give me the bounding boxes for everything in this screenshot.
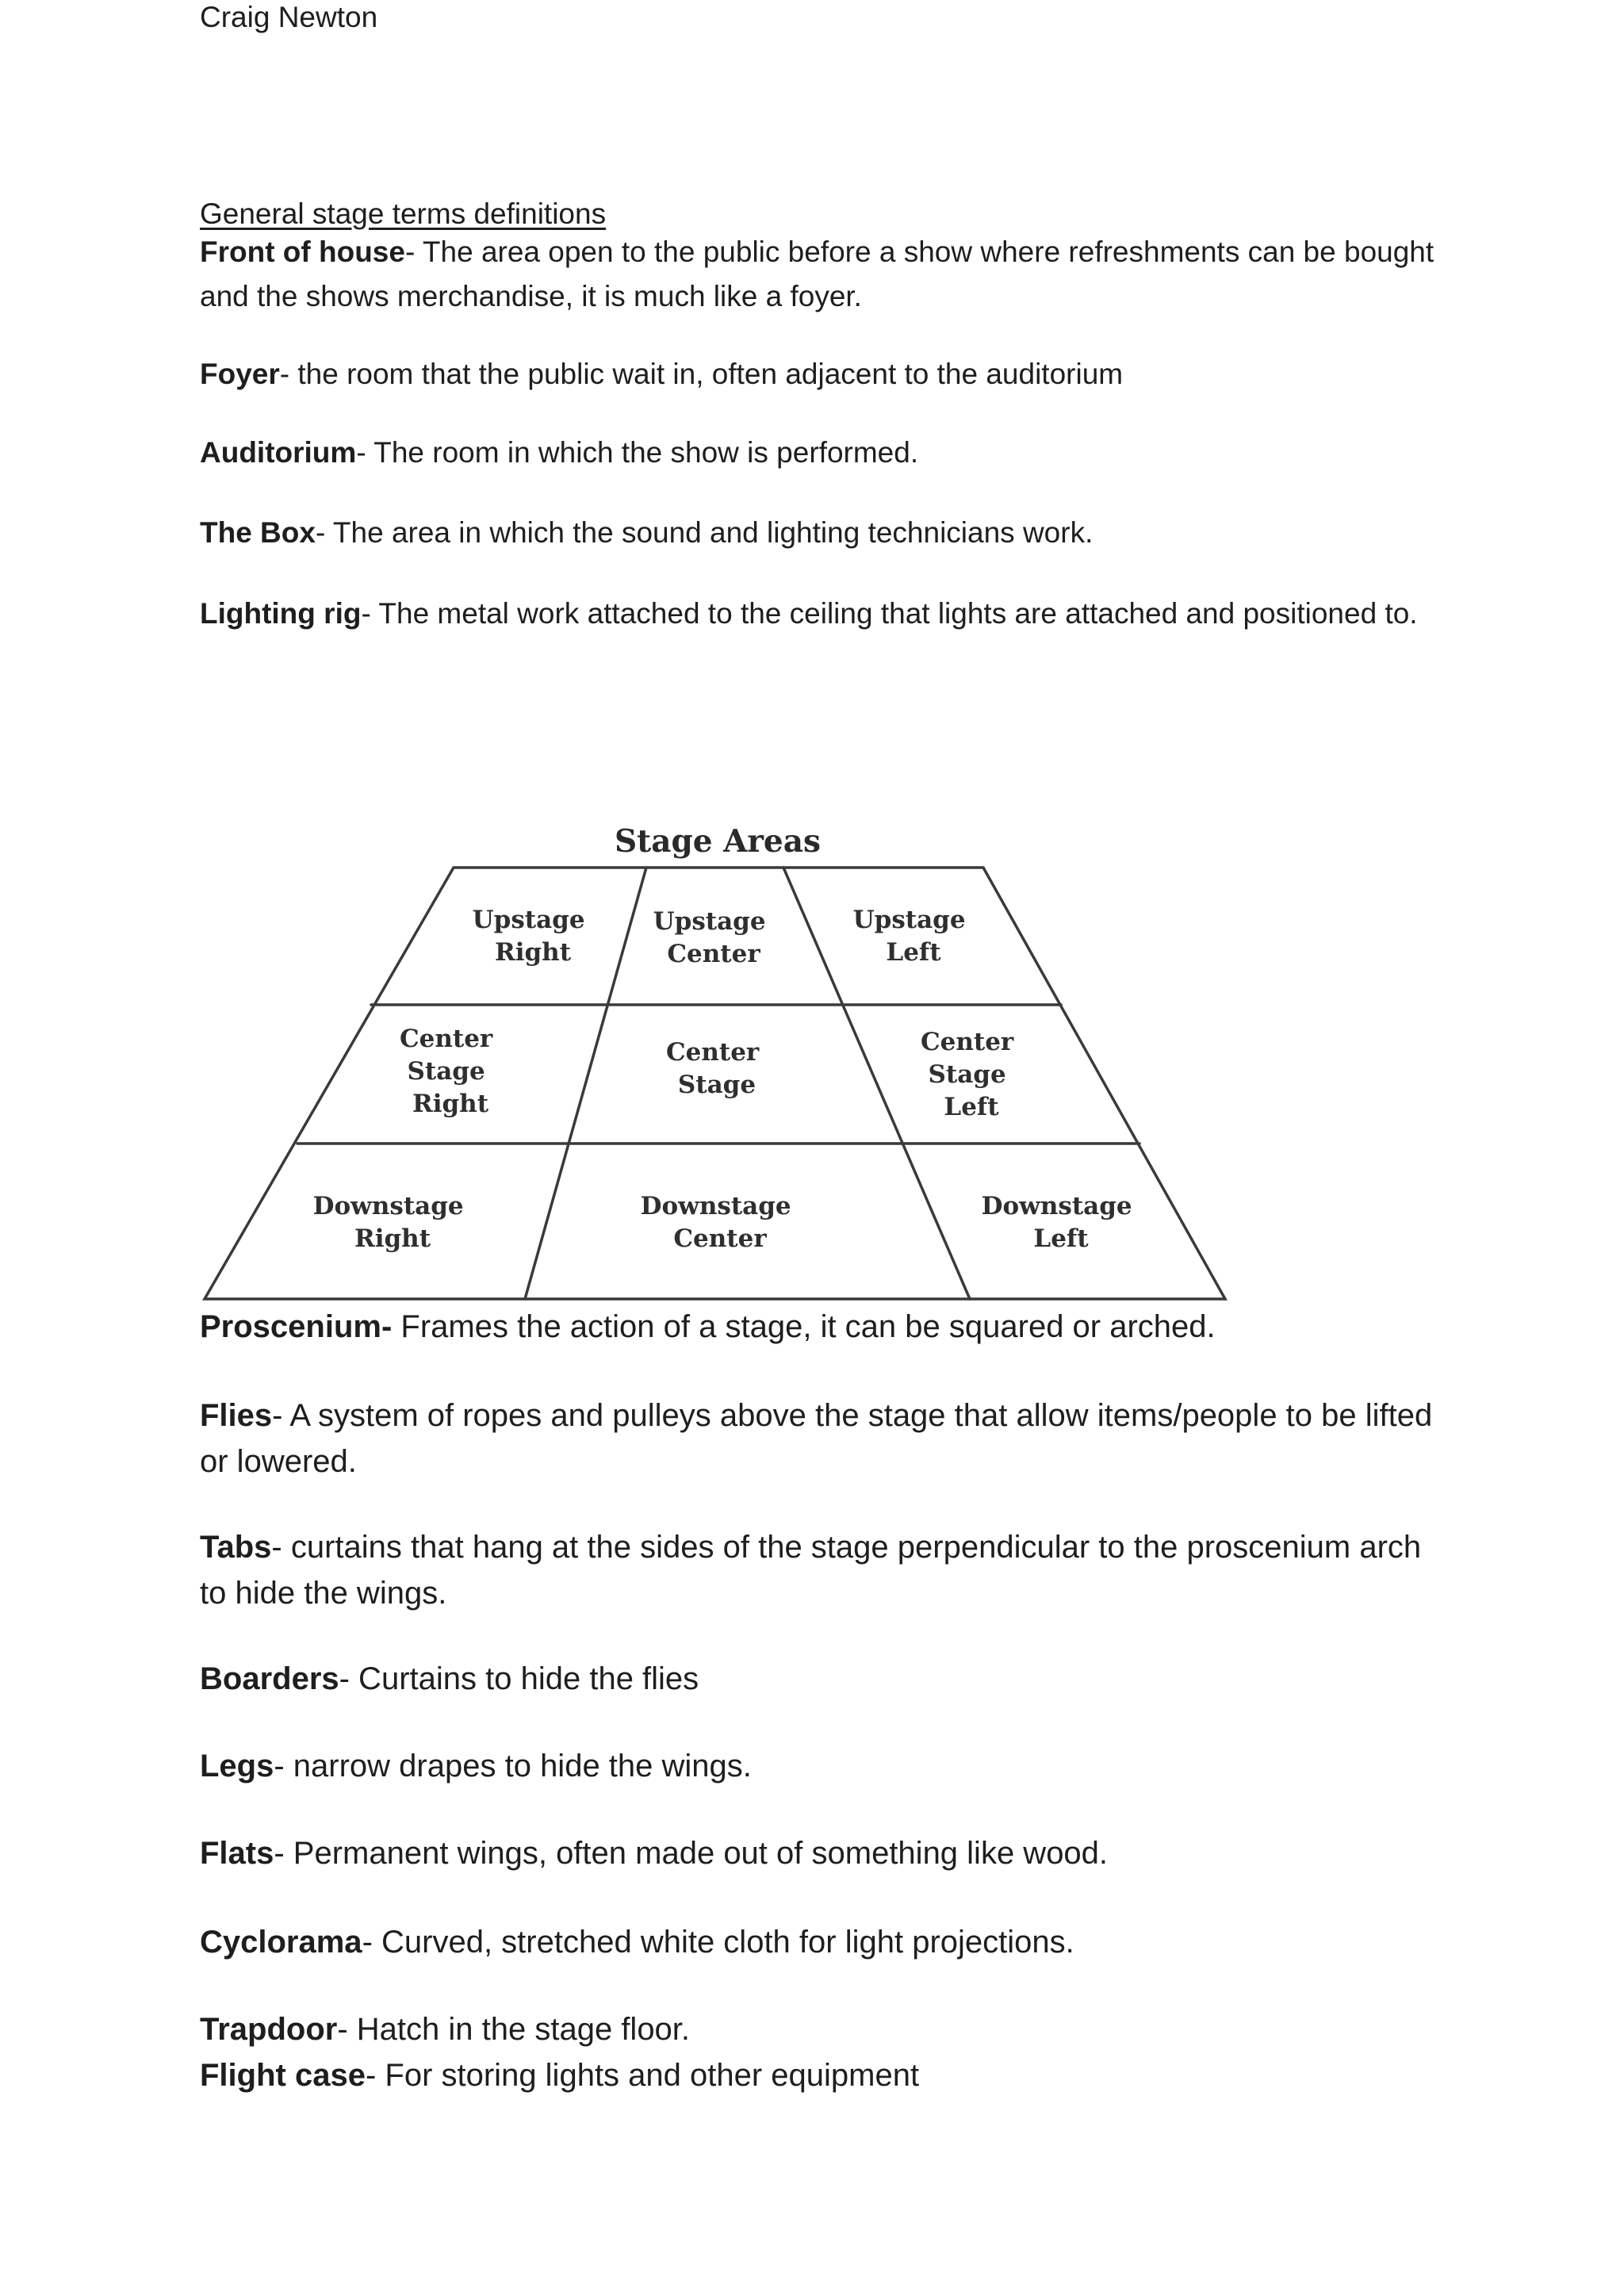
definition-text: Frames the action of a stage, it can be squared or arched. (392, 1309, 1216, 1344)
stage-areas-svg (187, 807, 1247, 1308)
stage-areas-diagram (187, 807, 1247, 1308)
author-name: Craig Newton (200, 1, 378, 33)
diagram-title: Stage Areas (615, 823, 821, 860)
area-label-center-stage-left: Center Stage Left (920, 1028, 1014, 1121)
definition-term: Legs (200, 1749, 274, 1784)
definition-text: - curtains that hang at the sides of the stage perpendicular to the proscenium arch to hide the wings. (200, 1530, 1422, 1611)
definition-text: - The area open to the public before a show where refreshments can be bought and the shows merchandise, it is much like a foyer. (200, 236, 1434, 312)
definition-term: Flies (200, 1398, 273, 1433)
area-label-downstage-center: Downstage Center (640, 1192, 791, 1253)
area-label-upstage-right: Upstage Right (472, 906, 585, 967)
definition-boarders (200, 1656, 1437, 1702)
area-label-center-stage-right: Center Stage Right (399, 1025, 493, 1118)
definition-term: Auditorium (200, 436, 357, 469)
definition-cyclorama (200, 1919, 1437, 1965)
definition-auditorium (200, 431, 1437, 475)
definition-text: - The metal work attached to the ceiling that lights are attached and positioned to. (361, 597, 1418, 630)
definition-flight-case (200, 2052, 1437, 2098)
definition-text: - narrow drapes to hide the wings. (274, 1749, 752, 1784)
definition-term: Boarders (200, 1661, 339, 1696)
definition-term: Flight case (200, 2058, 366, 2093)
area-label-downstage-right: Downstage Right (312, 1192, 464, 1253)
area-label-center-stage: Center Stage (665, 1038, 760, 1099)
definition-tabs (200, 1524, 1437, 1616)
definition-the-box (200, 511, 1437, 555)
definition-text: - Permanent wings, often made out of something like wood. (274, 1836, 1109, 1871)
area-label-upstage-center: Upstage Center (653, 907, 766, 968)
definition-text: - For storing lights and other equipment (365, 2058, 920, 2093)
definition-text: - A system of ropes and pulleys above the stage that allow items/people to be lifted or lowered. (200, 1398, 1433, 1479)
definition-term: Front of house (200, 236, 405, 268)
area-label-downstage-left: Downstage Left (981, 1192, 1132, 1253)
definition-term: Tabs (200, 1530, 272, 1565)
definition-term: Lighting rig (200, 597, 362, 630)
definition-term: Cyclorama (200, 1925, 362, 1960)
definition-text: - Hatch in the stage floor. (337, 2012, 691, 2047)
definition-text: - Curved, stretched white cloth for light projections. (362, 1925, 1074, 1960)
definition-flats (200, 1830, 1437, 1876)
definition-front-of-house (200, 230, 1437, 319)
definition-proscenium (200, 1304, 1437, 1350)
definition-term: Trapdoor (200, 2012, 338, 2047)
definition-text: - The room in which the show is performed. (356, 436, 919, 469)
definition-text: - The area in which the sound and lighting technicians work. (315, 516, 1094, 549)
definition-text: - the room that the public wait in, often adjacent to the auditorium (279, 358, 1124, 390)
definition-foyer (200, 352, 1437, 397)
definition-legs (200, 1743, 1437, 1789)
definition-term: Proscenium- (200, 1309, 393, 1344)
section-heading: General stage terms definitions (200, 197, 607, 230)
definition-trapdoor (200, 2006, 1437, 2052)
definition-term: The Box (200, 516, 316, 549)
definition-lighting-rig (200, 592, 1437, 636)
definition-term: Flats (200, 1836, 274, 1871)
area-label-upstage-left: Upstage Left (852, 906, 966, 967)
definition-text: - Curtains to hide the flies (339, 1661, 699, 1696)
definition-flies (200, 1393, 1437, 1485)
definition-term: Foyer (200, 358, 280, 390)
